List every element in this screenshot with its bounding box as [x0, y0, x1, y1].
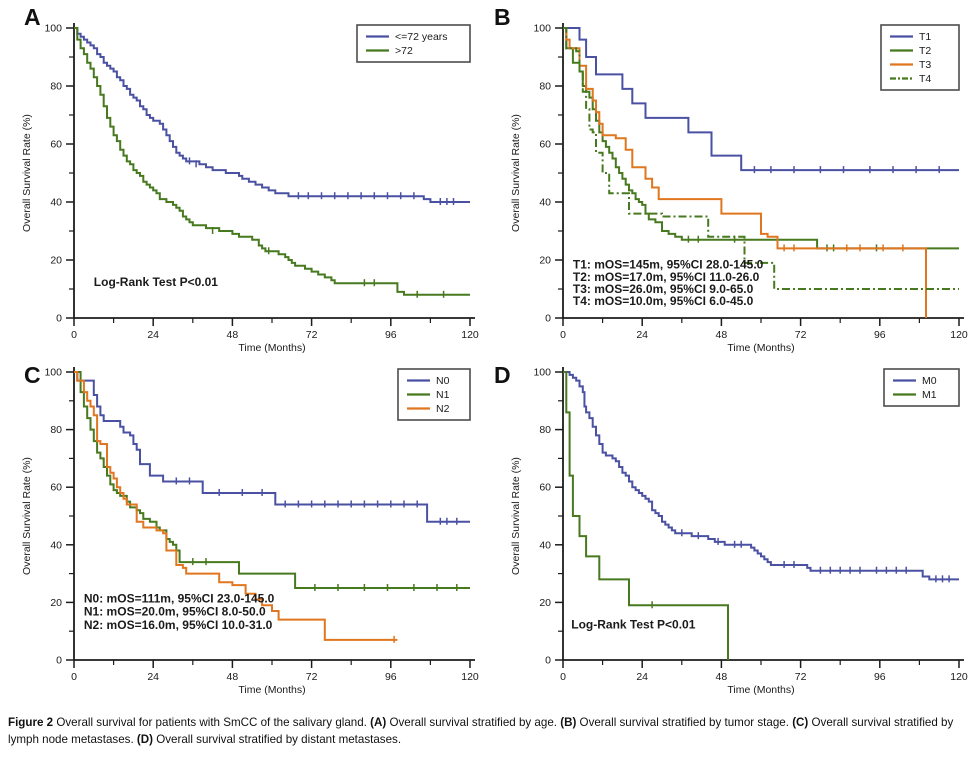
- caption-text-segment: Overall survival stratified by lymph node metastases.: [8, 716, 954, 747]
- svg-text:20: 20: [539, 254, 551, 267]
- legend-label: T4: [919, 73, 932, 85]
- svg-text:20: 20: [539, 596, 551, 609]
- svg-text:96: 96: [873, 329, 886, 341]
- svg-text:24: 24: [636, 329, 649, 341]
- panel-d-letter: D: [494, 362, 511, 388]
- svg-text:48: 48: [226, 671, 239, 683]
- y-axis-label: Overall Survival Rate (%): [21, 114, 33, 232]
- legend-label: N1: [436, 389, 450, 401]
- svg-text:0: 0: [560, 329, 566, 341]
- svg-text:0: 0: [56, 312, 62, 325]
- caption-bold-segment: (B): [560, 716, 580, 729]
- svg-text:120: 120: [461, 671, 479, 683]
- annotation-line: T1: mOS=145m, 95%CI 28.0-145.0: [572, 257, 764, 272]
- svg-text:20: 20: [50, 596, 62, 609]
- annotation-line: N2: mOS=16.0m, 95%CI 10.0-31.0: [83, 617, 273, 632]
- svg-text:40: 40: [50, 196, 62, 209]
- survival-chart-tumor-stage: [489, 0, 978, 358]
- axes: [44, 23, 478, 342]
- svg-text:24: 24: [147, 329, 160, 341]
- annotation-line: Log-Rank Test P<0.01: [93, 275, 218, 290]
- legend: [357, 25, 470, 62]
- survival-chart-lymph-node: [0, 358, 489, 700]
- caption-bold-segment: (C): [792, 716, 812, 729]
- annotation-line: Log-Rank Test P<0.01: [571, 617, 696, 632]
- panel-c: [0, 358, 489, 700]
- svg-text:120: 120: [950, 671, 968, 683]
- svg-text:72: 72: [305, 329, 318, 341]
- panel-a: [0, 0, 489, 358]
- legend: [398, 369, 470, 420]
- legend: [881, 25, 959, 90]
- svg-text:40: 40: [50, 539, 62, 552]
- svg-text:100: 100: [44, 366, 62, 379]
- svg-text:100: 100: [44, 22, 62, 35]
- annotation-line: N0: mOS=111m, 95%CI 23.0-145.0: [83, 591, 275, 606]
- panel-a-letter: A: [24, 4, 41, 30]
- x-axis-label: Time (Months): [727, 684, 795, 696]
- annotation-line: N1: mOS=20.0m, 95%CI 8.0-50.0: [83, 604, 266, 619]
- survival-chart-distant-metastases: [489, 358, 978, 700]
- x-axis-label: Time (Months): [238, 342, 306, 354]
- legend-label: T2: [919, 45, 932, 57]
- x-axis-label: Time (Months): [727, 342, 795, 354]
- legend-label: T1: [919, 31, 932, 43]
- svg-text:96: 96: [873, 671, 886, 683]
- svg-text:0: 0: [545, 312, 551, 325]
- legend-label: M1: [922, 389, 937, 401]
- svg-text:80: 80: [50, 424, 62, 437]
- svg-text:72: 72: [794, 329, 807, 341]
- panel-c-letter: C: [24, 362, 41, 388]
- axes: [533, 367, 967, 684]
- legend-label: M0: [922, 375, 937, 387]
- svg-text:40: 40: [539, 196, 551, 209]
- y-axis-label: Overall Survival Rate (%): [510, 114, 522, 232]
- legend-label: T3: [919, 59, 932, 71]
- legend-label: N0: [436, 375, 450, 387]
- svg-text:60: 60: [50, 138, 62, 151]
- svg-text:40: 40: [539, 539, 551, 552]
- svg-text:20: 20: [50, 254, 62, 267]
- svg-text:0: 0: [56, 654, 62, 667]
- svg-text:60: 60: [50, 481, 62, 494]
- svg-text:80: 80: [539, 80, 551, 93]
- svg-text:24: 24: [636, 671, 649, 683]
- y-axis-label: Overall Survival Rate (%): [510, 457, 522, 575]
- svg-text:80: 80: [50, 80, 62, 93]
- series--72: [74, 28, 470, 295]
- svg-text:0: 0: [560, 671, 566, 683]
- svg-text:48: 48: [715, 671, 728, 683]
- legend-label: N2: [436, 403, 450, 415]
- y-axis-label: Overall Survival Rate (%): [21, 457, 33, 575]
- svg-text:72: 72: [305, 671, 318, 683]
- caption-bold-segment: Figure 2: [8, 716, 57, 729]
- caption-text-segment: Overall survival stratified by tumor stage.: [579, 716, 793, 729]
- svg-text:48: 48: [226, 329, 239, 341]
- svg-text:60: 60: [539, 481, 551, 494]
- x-axis-label: Time (Months): [238, 684, 306, 696]
- caption-bold-segment: (D): [136, 733, 157, 747]
- panel-d: [489, 358, 978, 700]
- caption-text-segment: Overall survival stratified by age.: [389, 716, 561, 729]
- legend-label: <=72 years: [395, 31, 448, 43]
- stats-annotation: [84, 591, 275, 631]
- svg-text:0: 0: [71, 329, 77, 341]
- svg-text:80: 80: [539, 424, 551, 437]
- legend: [884, 369, 959, 406]
- panel-b-letter: B: [494, 4, 511, 30]
- figure-caption: [0, 700, 970, 749]
- annotation-line: T4: mOS=10.0m, 95%CI 6.0-45.0: [572, 294, 754, 309]
- svg-text:60: 60: [539, 138, 551, 151]
- svg-text:120: 120: [950, 329, 968, 341]
- panel-b: [489, 0, 978, 358]
- svg-text:96: 96: [384, 329, 397, 341]
- svg-text:100: 100: [533, 22, 551, 35]
- svg-text:24: 24: [147, 671, 160, 683]
- svg-text:96: 96: [384, 671, 397, 683]
- caption-text-segment: Overall survival for patients with SmCC of the salivary gland.: [56, 716, 371, 729]
- svg-text:48: 48: [715, 329, 728, 341]
- stats-annotation: [571, 617, 695, 631]
- annotation-line: T2: mOS=17.0m, 95%CI 11.0-26.0: [572, 269, 760, 284]
- stats-annotation: [573, 258, 764, 309]
- caption-bold-segment: (A): [370, 716, 390, 729]
- svg-text:72: 72: [794, 671, 807, 683]
- svg-text:0: 0: [545, 654, 551, 667]
- survival-chart-age: [0, 0, 489, 358]
- stats-annotation: [94, 275, 218, 289]
- legend-label: >72: [395, 45, 413, 57]
- svg-text:100: 100: [533, 366, 551, 379]
- annotation-line: T3: mOS=26.0m, 95%CI 9.0-65.0: [572, 282, 754, 297]
- svg-text:0: 0: [71, 671, 77, 683]
- caption-text-segment: Overall survival stratified by distant metastases.: [156, 733, 402, 747]
- svg-text:120: 120: [461, 329, 479, 341]
